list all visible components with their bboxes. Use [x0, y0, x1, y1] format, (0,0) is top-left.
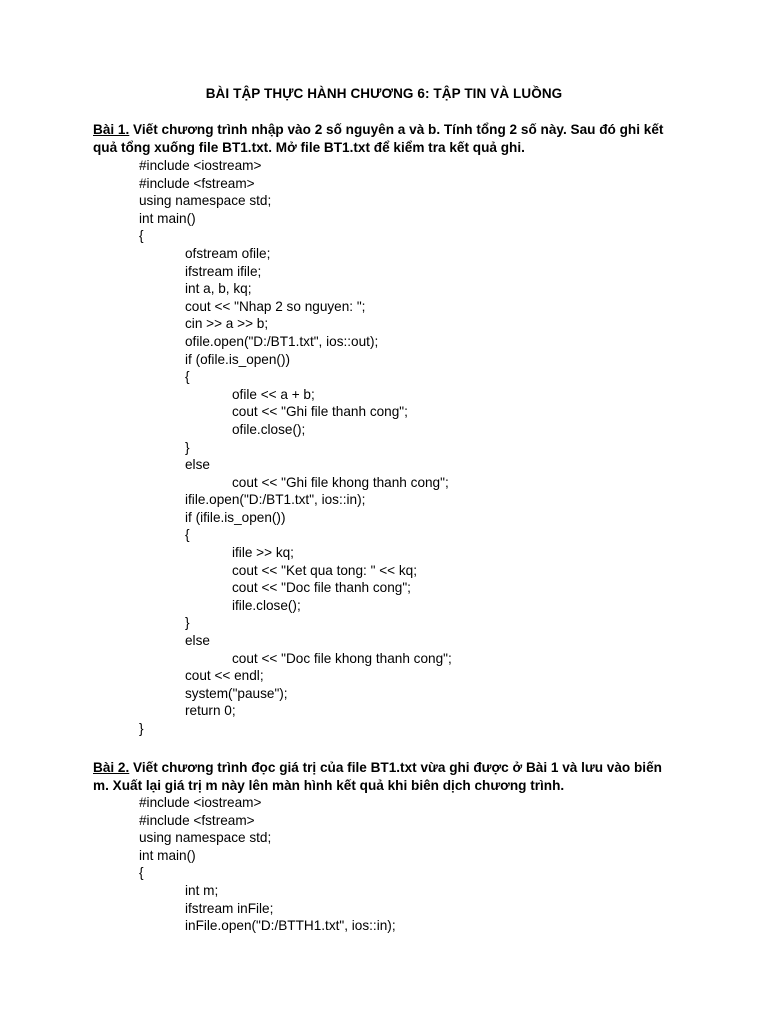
code-line: cout << endl;	[185, 668, 264, 684]
code-line: {	[185, 369, 190, 385]
code-line: #include <fstream>	[139, 812, 255, 828]
code-line: }	[185, 615, 190, 631]
code-line: ifile.close();	[232, 597, 301, 613]
code-line: cout << "Doc file khong thanh cong";	[232, 650, 452, 666]
exercise-2-code	[0, 794, 396, 935]
code-line: #include <iostream>	[139, 795, 262, 810]
code-line: {	[185, 527, 190, 543]
code-line: }	[139, 721, 144, 736]
exercise-2-label: Bài 2.	[93, 760, 130, 775]
exercise-1-statement	[93, 121, 678, 156]
code-line: int a, b, kq;	[185, 281, 252, 297]
code-line: ifile >> kq;	[232, 545, 294, 561]
code-line: cout << "Ket qua tong: " << kq;	[232, 562, 417, 578]
code-line: ofile.close();	[232, 421, 306, 437]
code-line: int main()	[139, 210, 196, 226]
code-line: ofile.open("D:/BT1.txt", ios::out);	[185, 333, 379, 349]
code-line: ifstream inFile;	[185, 900, 274, 916]
code-line: ofstream ofile;	[185, 245, 271, 261]
code-line: ifile.open("D:/BT1.txt", ios::in);	[185, 492, 366, 508]
exercise-1-label: Bài 1.	[93, 122, 130, 137]
code-line: if (ifile.is_open())	[185, 509, 286, 525]
code-line: cout << "Ghi file khong thanh cong";	[232, 474, 449, 490]
code-line: #include <iostream>	[139, 158, 262, 173]
code-line: cout << "Ghi file thanh cong";	[232, 404, 408, 420]
exercise-1-text: Viết chương trình nhập vào 2 số nguyên a và b. Tính tổng 2 số này. Sau đó ghi kết quả tổng xuống file BT1.txt. Mở file BT1.txt để kiểm tra kết quả ghi.	[93, 122, 664, 155]
exercise-1-code	[0, 157, 452, 738]
exercise-2-text: Viết chương trình đọc giá trị của file BT1.txt vừa ghi được ở Bài 1 và lưu vào biến m. Xuất lại giá trị m này lên màn hình kết quả khi biên dịch chương trình.	[93, 760, 662, 793]
code-line: else	[185, 633, 210, 649]
exercise-2-statement	[93, 759, 678, 794]
code-line: cout << "Doc file thanh cong";	[232, 580, 411, 596]
code-line: cout << "Nhap 2 so nguyen: ";	[185, 298, 366, 314]
code-line: return 0;	[185, 703, 236, 719]
code-line: system("pause");	[185, 685, 288, 701]
code-line: {	[139, 228, 144, 244]
code-line: else	[185, 457, 210, 473]
code-line: ifstream ifile;	[185, 263, 262, 279]
code-line: using namespace std;	[139, 193, 272, 209]
code-line: {	[139, 865, 144, 881]
code-line: if (ofile.is_open())	[185, 351, 291, 367]
code-line: #include <fstream>	[139, 175, 255, 191]
code-line: cin >> a >> b;	[185, 316, 269, 332]
code-line: int main()	[139, 847, 196, 863]
code-line: using namespace std;	[139, 830, 272, 846]
code-line: inFile.open("D:/BTTH1.txt", ios::in);	[185, 918, 396, 934]
code-line: int m;	[185, 882, 219, 898]
document-title: BÀI TẬP THỰC HÀNH CHƯƠNG 6: TẬP TIN VÀ LUỒNG	[205, 86, 563, 101]
code-line: }	[185, 439, 190, 455]
code-line: ofile << a + b;	[232, 386, 315, 402]
